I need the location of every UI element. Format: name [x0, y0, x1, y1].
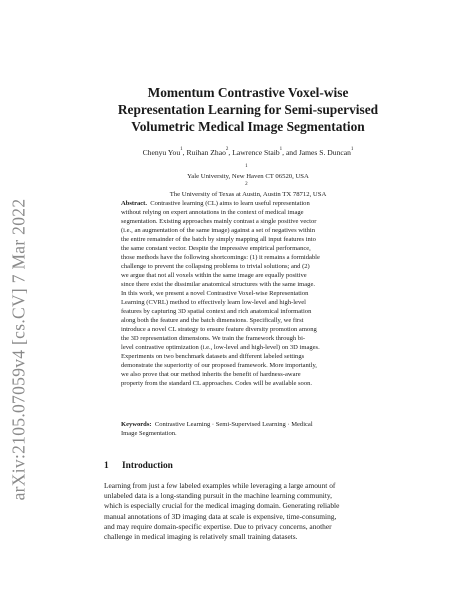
abstract-line: the same constant vector. Despite the impressive empirical performance,	[121, 245, 311, 252]
author-affiliation-mark: 1	[350, 147, 354, 152]
author-name: Ruihan Zhao	[186, 148, 226, 157]
keywords-line	[121, 420, 375, 429]
intro-line: manual annotations of 3D imaging data at scale is expensive, time-consuming,	[104, 511, 337, 521]
keywords-block	[121, 420, 375, 438]
abstract-line: along both the feature and the batch dimensions. Specifically, we first	[121, 317, 304, 324]
abstract-line: the 3D representation dimensions. We train the framework through bi-	[121, 335, 306, 342]
abstract-line: challenge to prevent the collapsing problems to trivial solutions; and (2)	[121, 263, 310, 270]
section-title: Introduction	[122, 461, 173, 471]
author-separator: , and	[282, 148, 299, 157]
keywords-label: Keywords:	[121, 421, 152, 428]
title-line: Momentum Contrastive Voxel-wise	[147, 85, 349, 100]
affiliation-mark: 1	[245, 164, 248, 169]
abstract-line: demonstrate the superiority of our proposed framework. More importantly,	[121, 362, 317, 369]
affiliation-line	[70, 181, 426, 199]
author-affiliation-mark: 1	[180, 147, 183, 152]
intro-line: which is especially crucial for the medical imaging domain. Generating reliable	[104, 501, 340, 511]
affiliation-text: Yale University, New Haven CT 06520, USA	[187, 173, 309, 180]
abstract-first-line: Contrastive learning (CL) aims to learn useful representation	[150, 200, 310, 207]
abstract-line: Experiments on two benchmark datasets and different labeled settings	[121, 353, 305, 360]
author-name: Chenyu You	[142, 148, 181, 157]
affiliation-line	[70, 163, 426, 181]
abstract-line: introduce a novel CL strategy to ensure feature diversity promotion among	[121, 326, 317, 333]
abstract-label: Abstract.	[121, 200, 147, 207]
affiliation-mark: 2	[245, 182, 248, 187]
abstract-line: level contrastive optimization (i.e., low-level and high-level) on 3D images.	[121, 344, 320, 351]
author-list	[70, 148, 426, 157]
section-number: 1	[104, 461, 109, 471]
author-name: Lawrence Staib	[232, 148, 280, 157]
abstract-line: since there exist the dissimilar anatomical structures with the same image.	[121, 281, 315, 288]
abstract-line: without relying on expert annotations in the context of medical image	[121, 209, 304, 216]
abstract-line: we also prove that our method inherits the benefit of hardness-aware	[121, 371, 301, 378]
author-name: James S. Duncan	[298, 148, 351, 157]
intro-line: and may require domain-specific expertise. Due to privacy concerns, another	[104, 521, 332, 531]
intro-line: Learning from just a few labeled examples while leveraging a large amount of	[104, 481, 336, 490]
arxiv-identifier-stamp	[4, 164, 34, 534]
author-separator: ,	[228, 148, 233, 157]
introduction-paragraph	[104, 481, 394, 542]
abstract-line: segmentation. Existing approaches mainly contrast a single positive vector	[121, 218, 317, 225]
affiliation-text: The University of Texas at Austin, Austin TX 78712, USA	[169, 191, 327, 198]
abstract-line: the entire remainder of the batch by simply mapping all input features into	[121, 236, 316, 243]
abstract-line: we argue that not all voxels within the same image are equally positive	[121, 272, 307, 279]
affiliations	[70, 163, 426, 199]
abstract-line: those methods have the following shortcomings: (1) it remains a formidable	[121, 254, 320, 261]
section-heading-introduction	[104, 461, 404, 471]
keywords-line: Image Segmentation.	[121, 430, 177, 437]
abstract-line: features by capturing 3D spatial context and rich anatomical information	[121, 308, 312, 315]
abstract-line: Learning (CVRL) method to effectively learn low-level and high-level	[121, 299, 306, 306]
abstract-line: (i.e., an augmentation of the same image) against a set of negatives within	[121, 227, 315, 234]
intro-line: unlabeled data is a long-standing pursuit in the machine learning community,	[104, 491, 332, 501]
intro-line: challenge in medical imaging is relatively small training datasets.	[104, 532, 298, 542]
author-affiliation-mark: 2	[225, 147, 229, 152]
paper-title	[70, 84, 426, 135]
arxiv-identifier-text: arXiv:2105.07059v4 [cs.CV] 7 Mar 2022	[8, 198, 29, 500]
title-line: Volumetric Medical Image Segmentation	[131, 119, 365, 134]
author-separator: ,	[182, 148, 187, 157]
abstract-line: In this work, we present a novel Contrastive Voxel-wise Representation	[121, 290, 309, 297]
title-line: Representation Learning for Semi-supervised	[117, 102, 379, 117]
keywords-first-line: Contrastive Learning · Semi-Supervised Learning · Medical	[154, 421, 313, 428]
abstract-line	[121, 199, 375, 208]
abstract-block	[121, 199, 375, 388]
abstract-line: property from the standard CL approaches. Codes will be available soon.	[121, 380, 313, 387]
author-affiliation-mark: 1	[279, 147, 283, 152]
